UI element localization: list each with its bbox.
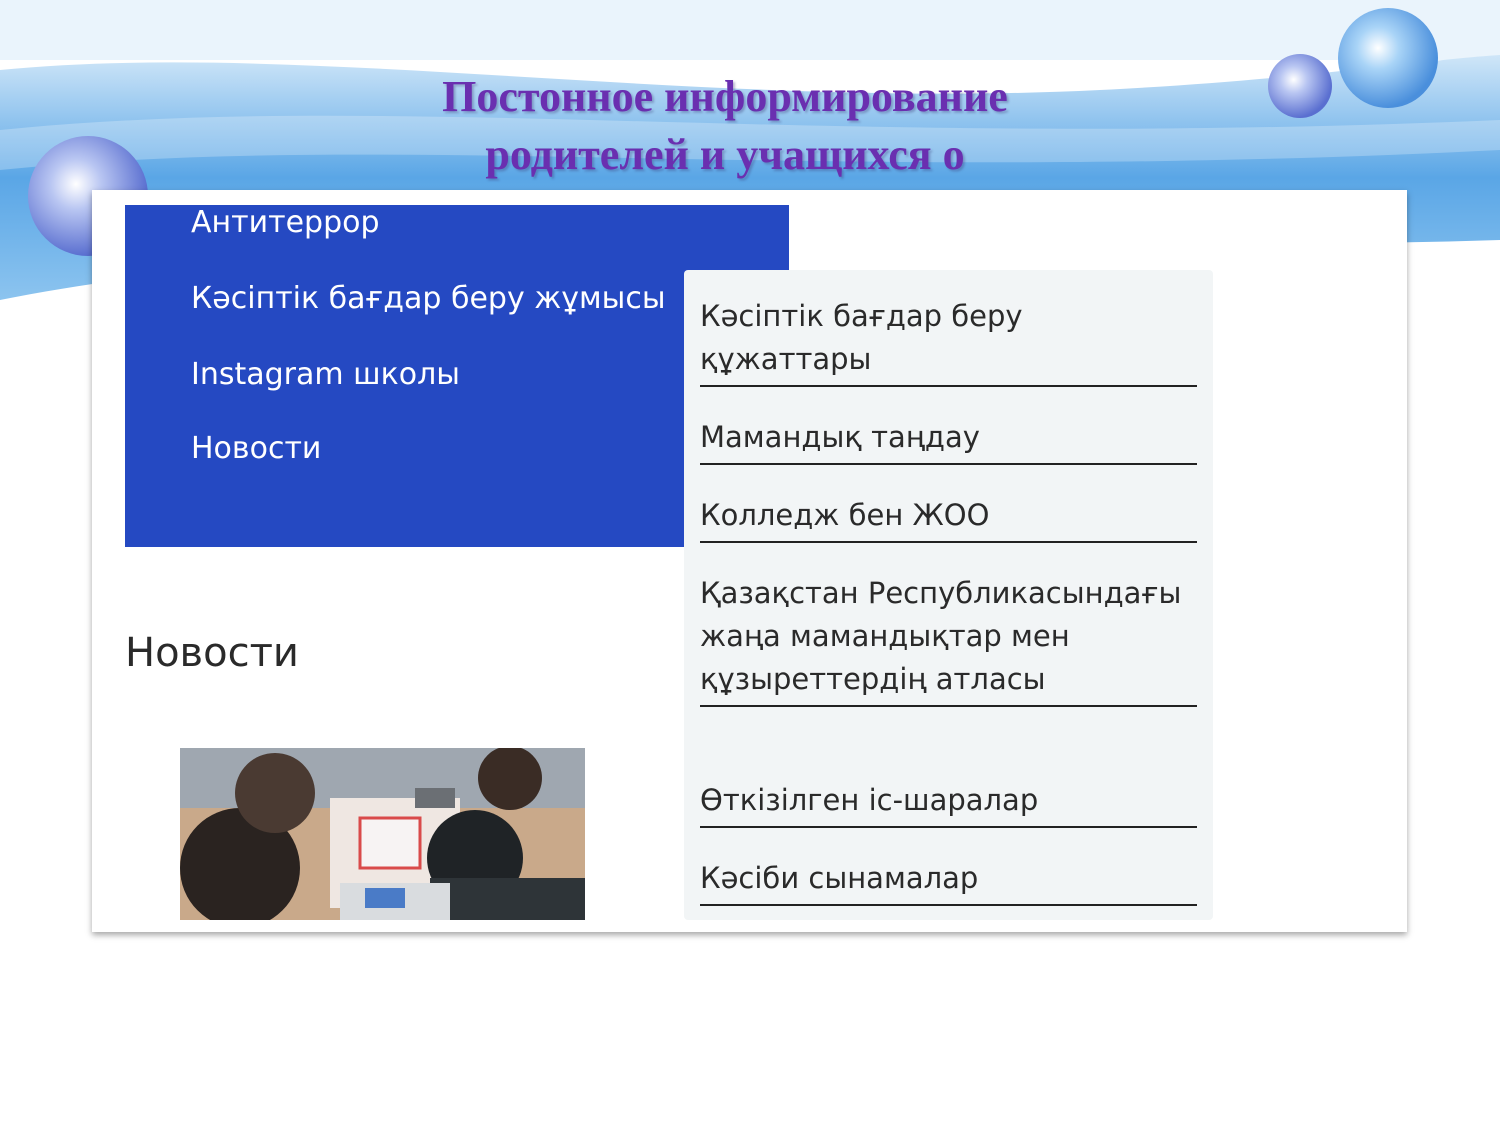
dropdown-item-profession-choice[interactable]: Мамандық таңдау — [700, 416, 1197, 465]
menu-item-career-guidance[interactable]: Кәсіптік бағдар беру жұмысы — [191, 281, 666, 316]
slide-title-line-1: Постонное информирование — [442, 72, 1008, 121]
menu-item-instagram[interactable]: Instagram школы — [191, 357, 460, 392]
slide-title-line-2: родителей и учащихся о — [485, 130, 965, 179]
slide-title — [300, 68, 1150, 184]
dropdown-item-events[interactable]: Өткізілген іс-шаралар — [700, 779, 1197, 828]
dropdown-item-atlas[interactable]: Қазақстан Республикасындағы жаңа мамандықтар мен құзыреттердің атласы — [700, 572, 1197, 707]
news-photo[interactable] — [180, 748, 585, 920]
dropdown-item-trials[interactable]: Кәсіби сынамалар — [700, 857, 1197, 906]
dropdown-menu — [684, 270, 1213, 920]
website-screenshot — [92, 190, 1407, 932]
menu-item-antiterror[interactable]: Антитеррор — [191, 205, 380, 240]
news-heading: Новости — [125, 630, 299, 676]
dropdown-item-documents[interactable]: Кәсіптік бағдар беру құжаттары — [700, 295, 1197, 387]
menu-item-news[interactable]: Новости — [191, 431, 322, 466]
dropdown-item-colleges[interactable]: Колледж бен ЖОО — [700, 494, 1197, 543]
